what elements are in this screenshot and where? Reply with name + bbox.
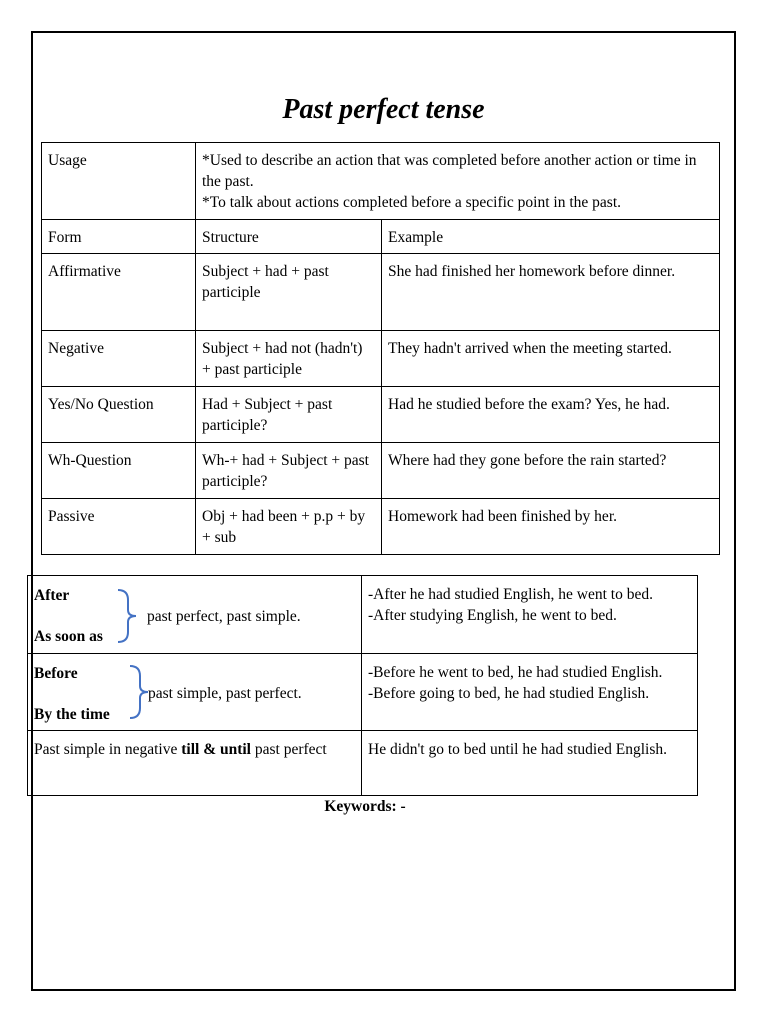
structure-cell: Wh-+ had + Subject + past participle? xyxy=(196,443,382,499)
example-cell: Had he studied before the exam? Yes, he had. xyxy=(382,387,720,443)
keyword-as-soon-as: As soon as xyxy=(34,628,103,645)
table-row xyxy=(42,254,720,331)
example-line-2: -Before going to bed, he had studied English. xyxy=(368,685,650,702)
rule-text-post: past perfect xyxy=(251,741,327,758)
table-row xyxy=(42,443,720,499)
keyword-row-before xyxy=(28,654,698,731)
usage-line-1: *Used to describe an action that was completed before another action or time in the past. xyxy=(202,152,697,190)
curly-brace-icon xyxy=(116,588,144,644)
rule-text-pre: Past simple in negative xyxy=(34,741,182,758)
header-example: Example xyxy=(382,220,720,254)
structure-cell: Subject + had not (hadn't) + past participle xyxy=(196,331,382,387)
keyword-after: After xyxy=(34,587,70,604)
keyword-till-until: till & until xyxy=(181,741,251,758)
tense-table xyxy=(41,142,720,555)
table-row xyxy=(42,387,720,443)
usage-row xyxy=(42,143,720,220)
table-row xyxy=(42,331,720,387)
form-cell: Affirmative xyxy=(42,254,196,331)
structure-cell: Subject + had + past participle xyxy=(196,254,382,331)
rule-text: past perfect, past simple. xyxy=(147,608,301,625)
usage-description xyxy=(196,143,720,220)
keywords-label: Keywords: - xyxy=(324,798,406,815)
keyword-row-after xyxy=(28,576,698,654)
usage-label: Usage xyxy=(42,143,196,220)
form-cell: Yes/No Question xyxy=(42,387,196,443)
structure-cell: Obj + had been + p.p + by + sub xyxy=(196,499,382,555)
keyword-before: Before xyxy=(34,665,78,682)
example-cell: She had finished her homework before dinner. xyxy=(382,254,720,331)
example-cell xyxy=(362,576,698,654)
rule-text: past simple, past perfect. xyxy=(148,685,302,702)
form-cell: Wh-Question xyxy=(42,443,196,499)
keyword-table xyxy=(27,575,698,796)
header-structure: Structure xyxy=(196,220,382,254)
example-line-2: -After studying English, he went to bed. xyxy=(368,607,617,624)
header-row xyxy=(42,220,720,254)
structure-cell: Had + Subject + past participle? xyxy=(196,387,382,443)
table-row xyxy=(42,499,720,555)
page-title: Past perfect tense xyxy=(282,94,485,125)
example-cell: They hadn't arrived when the meeting started. xyxy=(382,331,720,387)
keyword-cell xyxy=(28,731,362,796)
example-cell: Where had they gone before the rain started? xyxy=(382,443,720,499)
example-cell: Homework had been finished by her. xyxy=(382,499,720,555)
form-cell: Negative xyxy=(42,331,196,387)
usage-line-2: *To talk about actions completed before a specific point in the past. xyxy=(202,194,622,211)
keyword-by-the-time: By the time xyxy=(34,706,110,723)
example-cell: He didn't go to bed until he had studied English. xyxy=(362,731,698,796)
example-line-1: -Before he went to bed, he had studied English. xyxy=(368,664,663,681)
keyword-row-till-until xyxy=(28,731,698,796)
header-form: Form xyxy=(42,220,196,254)
keyword-cell xyxy=(28,576,362,654)
keyword-cell xyxy=(28,654,362,731)
example-line-1: -After he had studied English, he went to bed. xyxy=(368,586,653,603)
example-cell xyxy=(362,654,698,731)
form-cell: Passive xyxy=(42,499,196,555)
